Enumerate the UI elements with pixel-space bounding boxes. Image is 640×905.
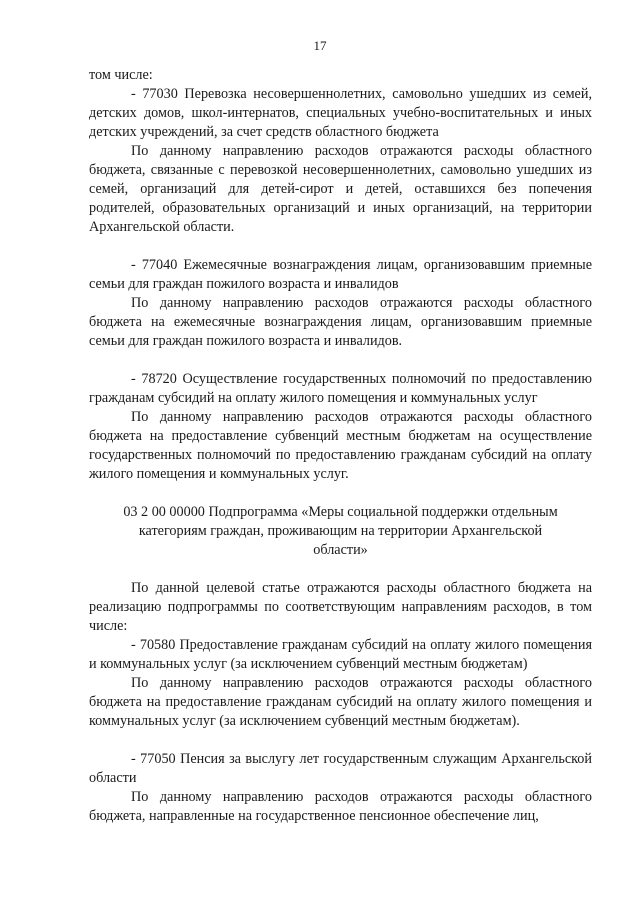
paragraph-spacer <box>89 731 592 750</box>
paragraph-spacer <box>89 351 592 370</box>
budget-item-78720: - 78720 Осуществление государственных полномочий по предоставлению гражданам субсидий на оплату жилого помещения и коммунальных услуг <box>89 371 592 406</box>
budget-item-77050-description: По данному направлению расходов отражаются расходы областного бюджета, направленные на государственное пенсионное обеспечение лиц, <box>89 789 592 824</box>
paragraph-spacer <box>89 484 592 503</box>
paragraph-continuation: том числе: <box>89 67 153 83</box>
budget-item-77040: - 77040 Ежемесячные вознаграждения лицам, организовавшим приемные семьи для граждан пожилого возраста и инвалидов <box>89 257 592 292</box>
paragraph-spacer <box>89 237 592 256</box>
budget-item-78720-description: По данному направлению расходов отражаются расходы областного бюджета на предоставление субвенций местным бюджетам на осуществление государственных полномочий по предоставлению гражданам субсидий на оплату жилого помещения и коммунальных услуг. <box>89 409 592 482</box>
budget-item-77040-description: По данному направлению расходов отражаются расходы областного бюджета на ежемесячные вознаграждения лицам, организовавшим приемные семьи для граждан пожилого возраста и инвалидов. <box>89 295 592 349</box>
budget-item-70580: - 70580 Предоставление гражданам субсидий на оплату жилого помещения и коммунальных услуг (за исключением субвенций местным бюджетам) <box>89 637 592 672</box>
page-number: 17 <box>313 38 327 53</box>
budget-item-77030-description: По данному направлению расходов отражаются расходы областного бюджета, связанные с перевозкой несовершеннолетних, самовольно ушедших из семей, организаций для детей-сирот и детей, оставшихся без попечения родителей, образовательных организаций и иных организаций, на территории Архангельской области. <box>89 143 592 235</box>
document-body <box>89 66 592 826</box>
subprogram-heading: 03 2 00 00000 Подпрограмма «Меры социальной поддержки отдельным категориям граждан, проживающим на территории Архангельской области» <box>123 504 558 558</box>
subprogram-intro: По данной целевой статье отражаются расходы областного бюджета на реализацию подпрограммы по соответствующим направлениям расходов, в том числе: <box>89 580 592 634</box>
budget-item-77030: - 77030 Перевозка несовершеннолетних, самовольно ушедших из семей, детских домов, школ-интернатов, специальных учебно-воспитательных и иных детских учреждений, за счет средств областного бюджета <box>89 86 592 140</box>
paragraph-spacer <box>89 560 592 579</box>
budget-item-77050: - 77050 Пенсия за выслугу лет государственным служащим Архангельской области <box>89 751 592 786</box>
budget-item-70580-description: По данному направлению расходов отражаются расходы областного бюджета на предоставление гражданам субсидий на оплату жилого помещения и коммунальных услуг (за исключением субвенций местным бюджетам). <box>89 675 592 729</box>
